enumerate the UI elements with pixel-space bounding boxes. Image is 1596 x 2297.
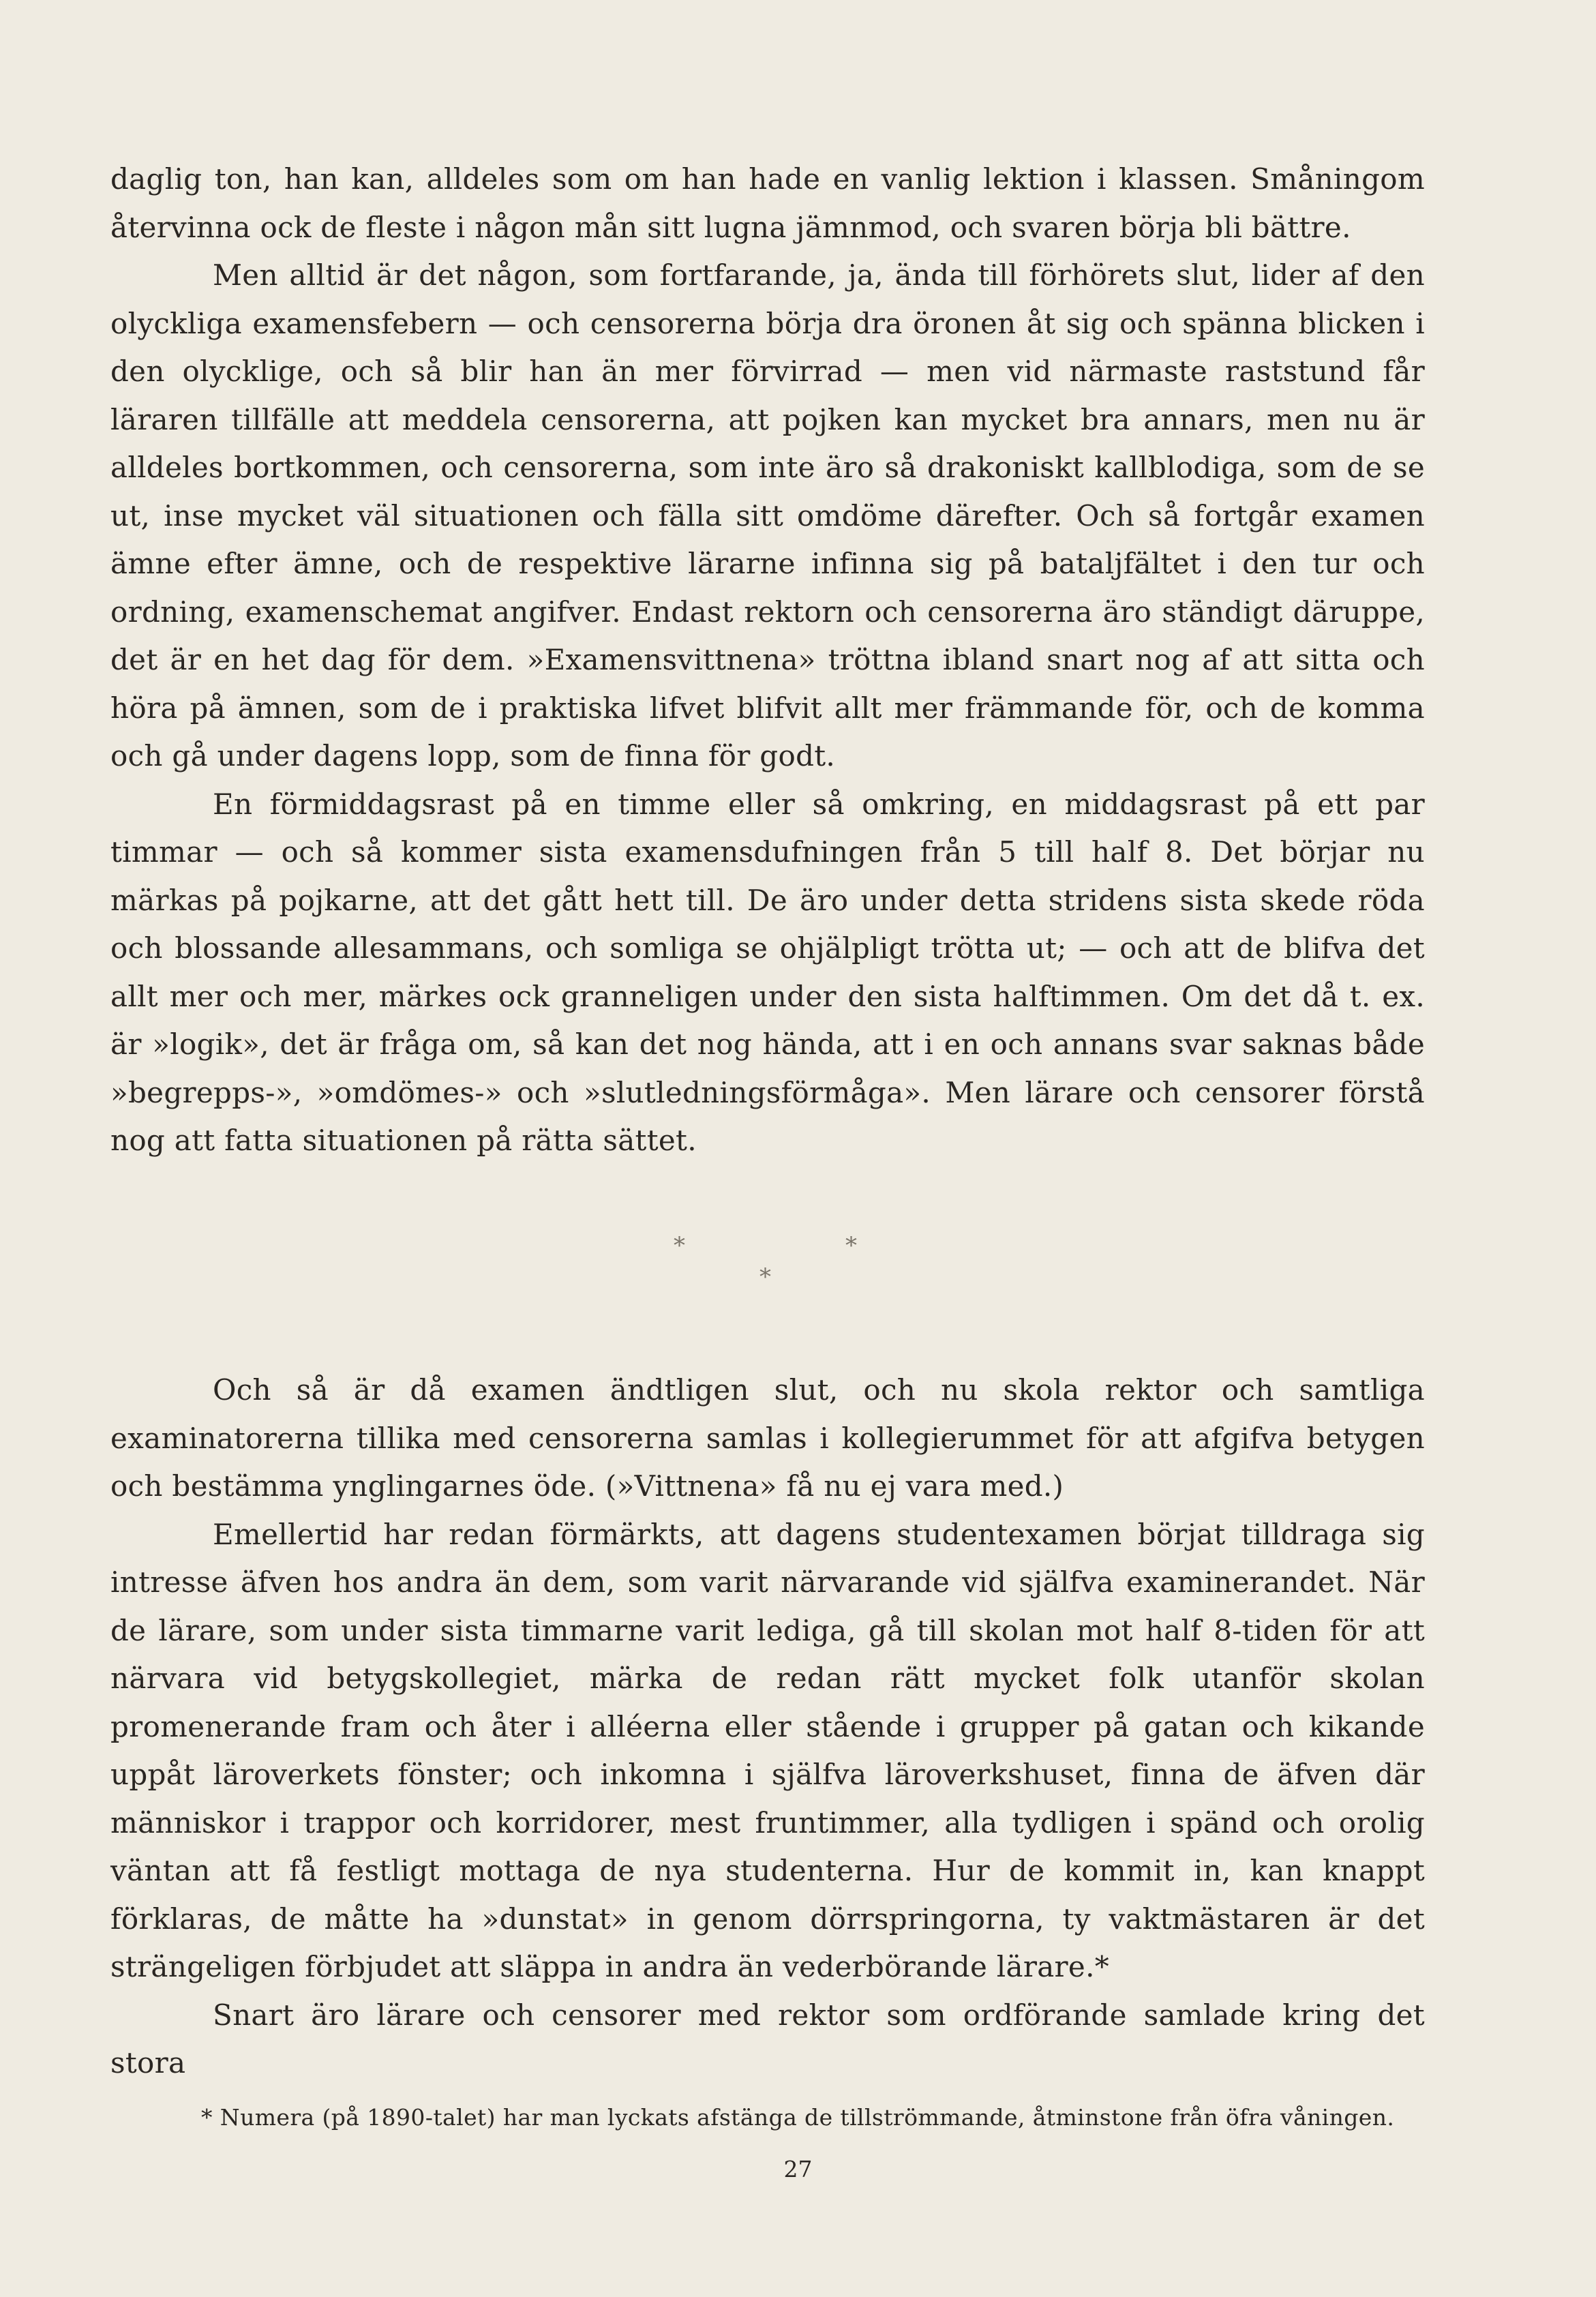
paragraph: Emellertid har redan förmärkts, att dagens studentexamen börjat tilldraga sig intresse äfven hos andra än dem, som varit närvarande vid själfva examinerandet. När de lärare, som under sista timmarne varit lediga, gå till skolan mot half 8-tiden för att närvara vid betygskollegiet, märka de redan rätt mycket folk utanför skolan promenerande fram och åter i alléerna eller stående i grupper på gatan och kikande uppåt läroverkets fönster; och inkomna i själfva läroverkshuset, finna de äfven där människor i trappor och korridorer, mest fruntimmer, alla tydligen i spänd och orolig väntan att få festligt mottaga de nya studenterna. Hur de kommit in, kan knappt förklaras, de måtte ha »dunstat» in genom dörrspringorna, ty vaktmästaren är det strängeligen förbjudet att släppa in andra än vederbörande lärare.*	[110, 1517, 1425, 1983]
paragraph: Men alltid är det någon, som fortfarande, ja, ända till förhörets slut, lider af den olyckliga examensfebern — och censorerna börja dra öronen åt sig och spänna blicken i den olycklige, och så blir han än mer förvirrad — men vid närmaste raststund får läraren tillfälle att meddela censorerna, att pojken kan mycket bra annars, men nu är alldeles bortkommen, och censorerna, som inte äro så drakoniskt kallblodiga, som de se ut, inse mycket väl situationen och fälla sitt omdöme därefter. Och så fortgår examen ämne efter ämne, och de respektive lärarne infinna sig på bataljfältet i den tur och ordning, examenschemat angifver. Endast rektorn och censorerna äro ständigt däruppe, det är en het dag för dem. »Examensvittnena» tröttna ibland snart nog af att sitta och höra på ämnen, som de i praktiska lifvet blifvit allt mer främmande för, och de komma och gå under dagens lopp, som de finna för godt.	[110, 258, 1425, 772]
paragraph: En förmiddagsrast på en timme eller så omkring, en middagsrast på ett par timmar — och så kommer sista examensdufningen från 5 till half 8. Det börjar nu märkas på pojkarne, att det gått hett till. De äro under detta stridens sista skede röda och blossande allesammans, och somliga se ohjälpligt trötta ut; — och att de blifva det allt mer och mer, märkes ock granneligen under den sista halftimmen. Om det då t. ex. är »logik», det är fråga om, så kan det nog hända, att i en och annans svar saknas både »begrepps-», »omdömes-» och »slutledningsförmåga». Men lärare och censorer förstå nog att fatta situationen på rätta sättet.	[110, 787, 1425, 1157]
asterisk-ornament: *	[845, 1232, 857, 1259]
paragraph-continued: daglig ton, han kan, alldeles som om han hade en vanlig lektion i klassen. Småningom återvinna ock de fleste i någon mån sitt lugna jämnmod, och svaren börja bli bättre.	[110, 162, 1425, 244]
text-block-upper	[110, 155, 1425, 1165]
paragraph: Och så är då examen ändtligen slut, och nu skola rektor och samtliga examinatorerna tillika med censorerna samlas i kollegierummet för att afgifva betygen och bestämma ynglingarnes öde. (»Vittnena» få nu ej vara med.)	[110, 1373, 1425, 1503]
asterisk-ornament: *	[674, 1232, 685, 1259]
text-block-lower	[110, 1366, 1425, 2088]
paragraph: Snart äro lärare och censorer med rektor som ordförande samlade kring det stora	[110, 1998, 1425, 2080]
footnote: * Numera (på 1890-talet) har man lyckats afstänga de tillströmmande, åtminstone från öfra våningen.	[201, 2104, 1395, 2131]
asterisk-ornament: *	[759, 1263, 771, 1291]
section-separator	[0, 1234, 1596, 1302]
page-number: 27	[783, 2156, 813, 2182]
